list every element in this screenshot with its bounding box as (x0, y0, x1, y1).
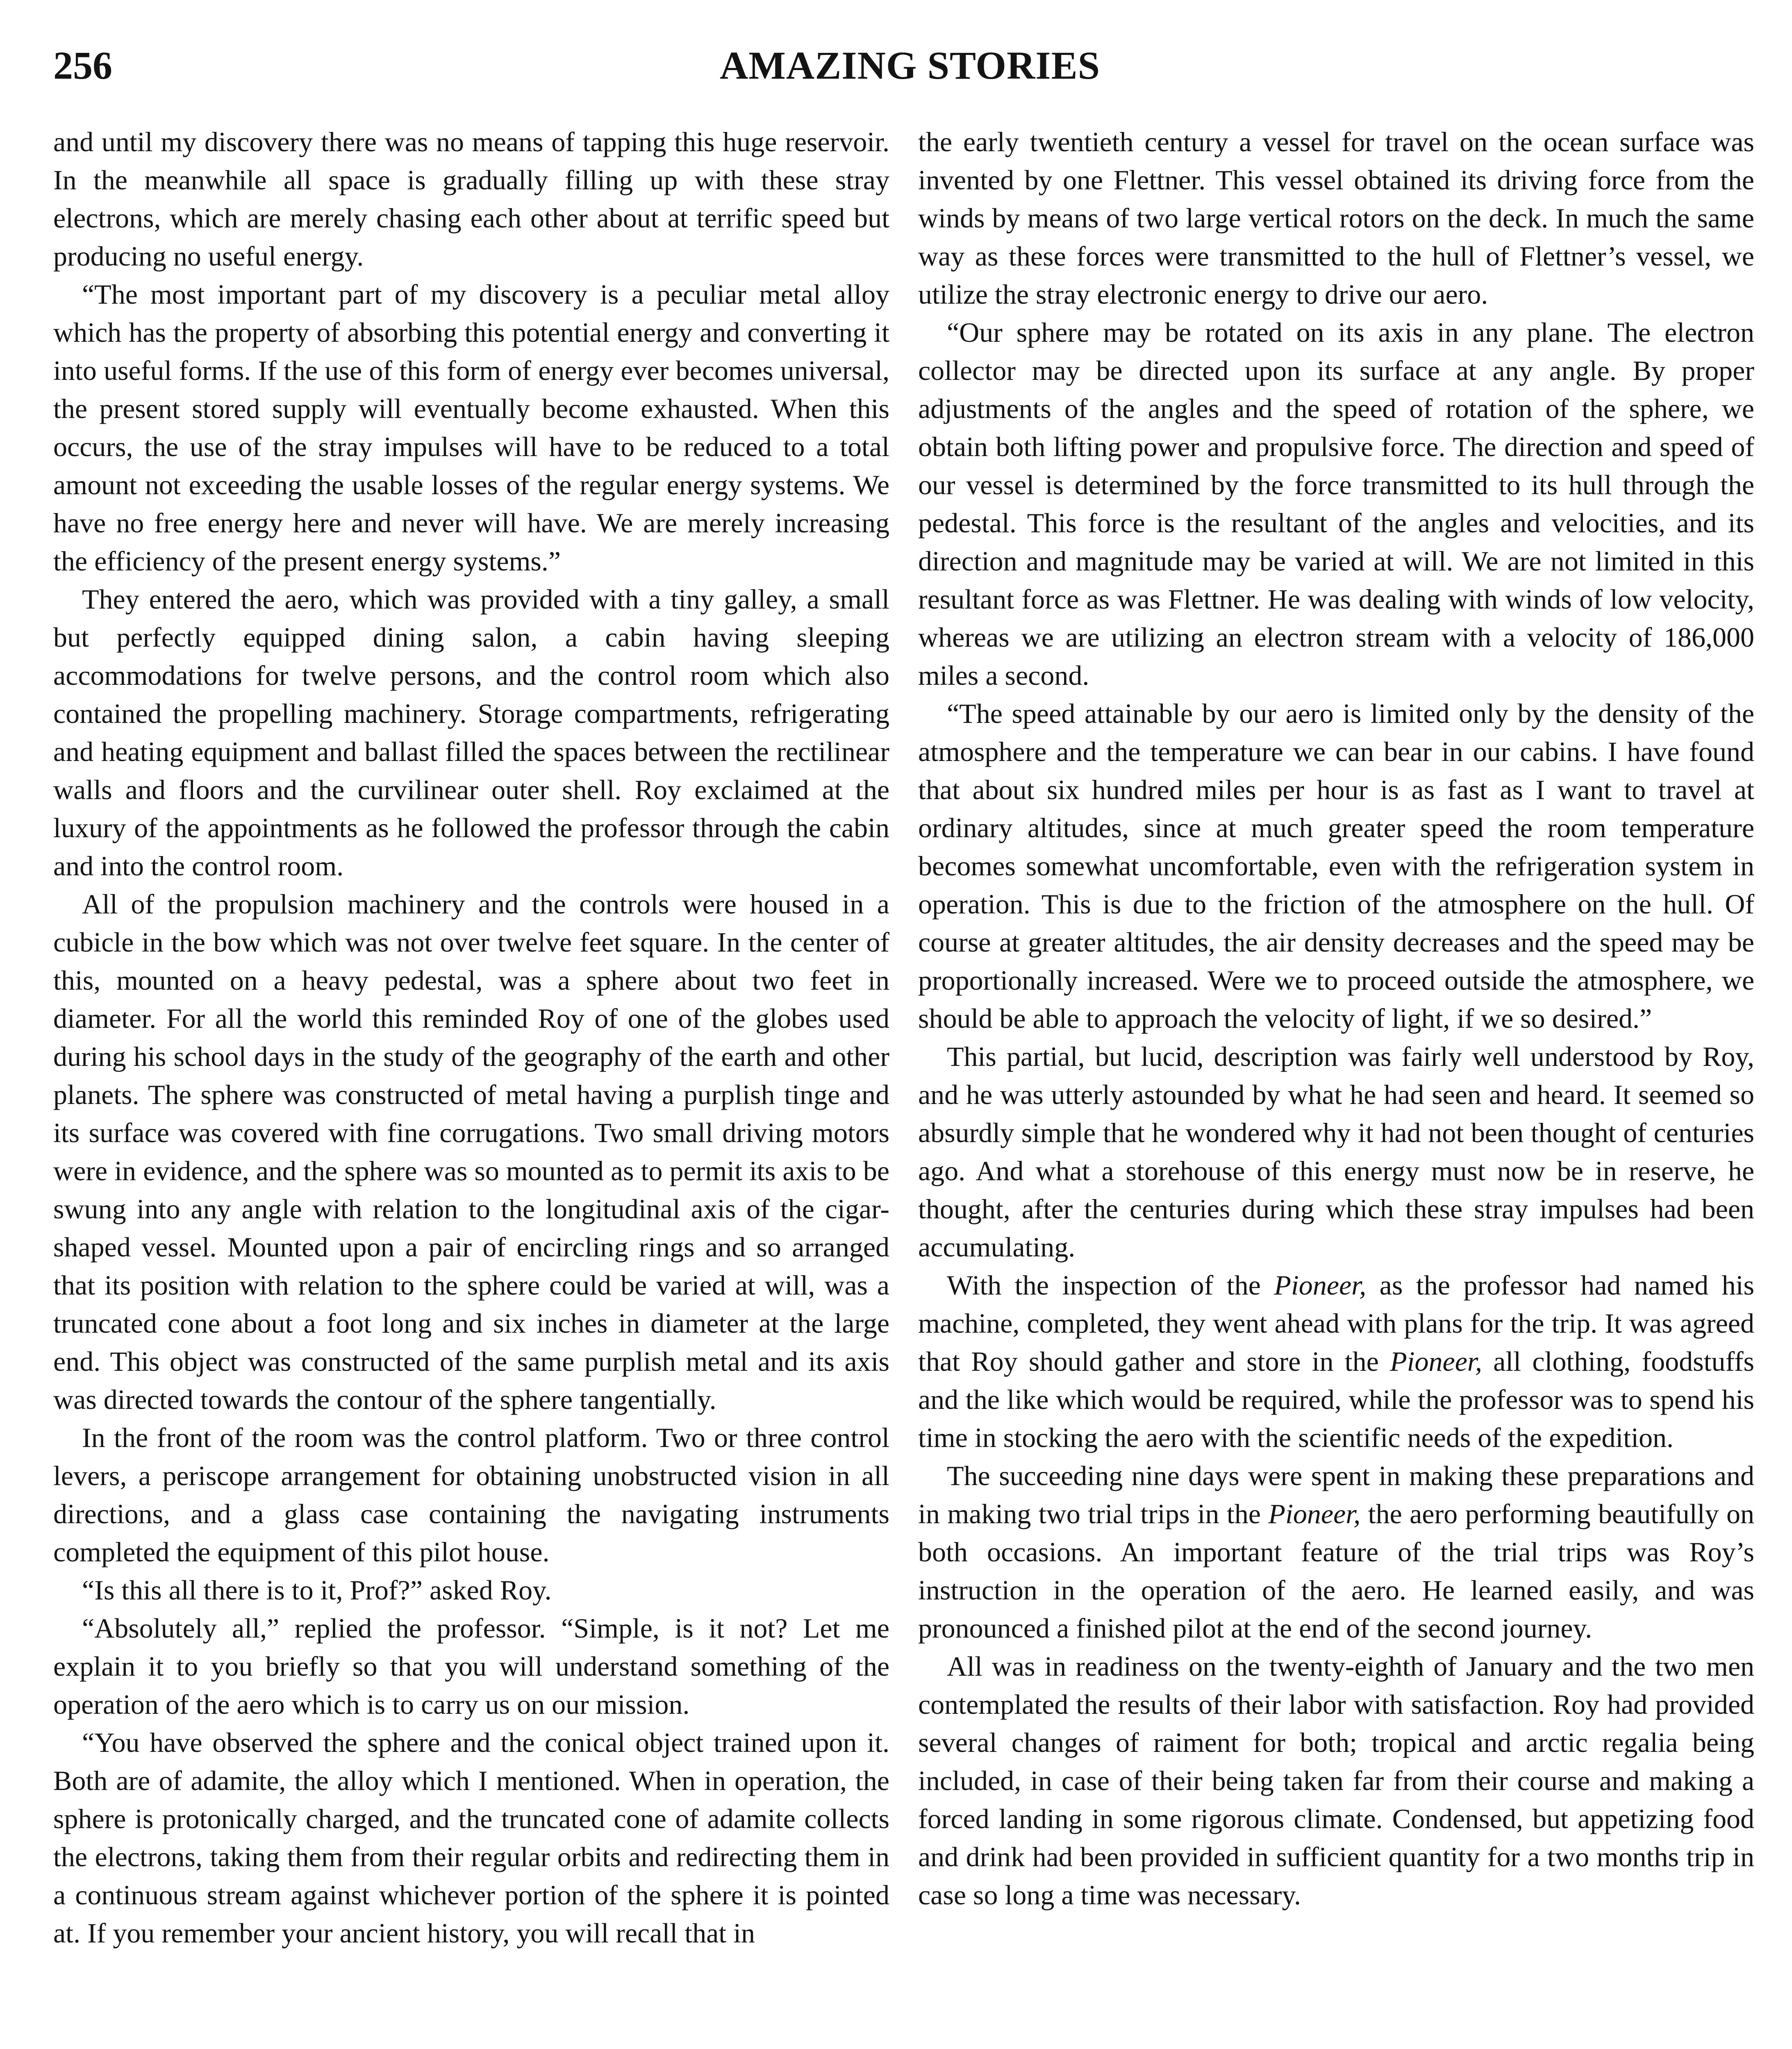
text-run: the aero performing beautifully on both occasions. An important feature of the trial trips was Roy’s instruction in the operation of the aero. He learned easily, and was pronounced a finished pilot at the end of the second journey. (918, 1498, 1754, 1644)
paragraph: the early twentieth century a vessel for travel on the ocean surface was invented by one Flettner. This vessel obtained its driving force from the winds by means of two large vertical rotors on the deck. In much the same way as these forces were transmitted to the hull of Flettner’s vessel, we utilize the stray electronic energy to drive our aero. (918, 126, 1754, 310)
paragraph: “The most important part of my discovery is a peculiar metal alloy which has the property of absorbing this potential energy and converting it into useful forms. If the use of this form of energy ever becomes universal, the present stored supply will eventually become exhausted. When this occurs, the use of the stray impulses will have to be reduced to a total amount not exceeding the usable losses of the regular energy systems. We have no free energy here and never will have. We are merely increasing the efficiency of the present energy systems.” (53, 279, 889, 577)
ship-name: Pioneer, (1268, 1498, 1361, 1529)
paragraph: “You have observed the sphere and the conical object trained upon it. Both are of adamite, the alloy which I mentioned. When in operation, the sphere is protonically charged, and the truncated cone of adamite collects the electrons, taking them from their regular orbits and redirecting them in a continuous stream against whichever portion of the sphere it is pointed at. If you remember your ancient history, you will recall that in (53, 1727, 889, 1949)
ship-name: Pioneer, (1390, 1346, 1482, 1377)
paragraph: All of the propulsion machinery and the controls were housed in a cubicle in the bow which was not over twelve feet square. In the center of this, mounted on a heavy pedestal, was a sphere about two feet in diameter. For all the world this reminded Roy of one of the globes used during his school days in the study of the geography of the earth and other planets. The sphere was constructed of metal having a purplish tinge and its surface was covered with fine corrugations. Two small driving motors were in evidence, and the sphere was so mounted as to permit its axis to be swung into any angle with relation to the longitudinal axis of the cigar-shaped vessel. Mounted upon a pair of encircling rings and so arranged that its position with relation to the sphere could be varied at will, was a truncated cone about a foot long and six inches in diameter at the large end. This object was constructed of the same purplish metal and its axis was directed towards the contour of the sphere tangentially. (53, 888, 889, 1415)
paragraph: and until my discovery there was no means of tapping this huge reservoir. In the meanwhile all space is gradually filling up with these stray electrons, which are merely chasing each other about at terrific speed but producing no useful energy. (53, 126, 889, 272)
paragraph (918, 1457, 1754, 1647)
running-head: AMAZING STORIES (719, 43, 1101, 87)
paragraph: “Is this all there is to it, Prof?” asked Roy. (82, 1574, 552, 1606)
paragraph: “Absolutely all,” replied the professor. “Simple, is it not? Let me explain it to you briefly so that you will understand something of the operation of the aero which is to carry us on our mission. (53, 1613, 889, 1720)
text-run: all clothing, foodstuffs and the like which would be required, while the professor was to spend his time in stocking the aero with the scientific needs of the expedition. (918, 1346, 1754, 1453)
right-column (918, 123, 1754, 1914)
paragraph: All was in readiness on the twenty-eighth of January and the two men contemplated the results of their labor with satisfaction. Roy had provided several changes of raiment for both; tropical and arctic regalia being included, in case of their being taken far from their course and making a forced landing in some rigorous climate. Condensed, but appetizing food and drink had been provided in sufficient quantity for a two months trip in case so long a time was necessary. (918, 1651, 1754, 1910)
ship-name: Pioneer, (1274, 1270, 1367, 1301)
text-run: With the inspection of the (947, 1270, 1274, 1301)
page-header (53, 39, 1767, 100)
paragraph: In the front of the room was the control platform. Two or three control levers, a periscope arrangement for obtaining unobstructed vision in all directions, and a glass case containing the navigating instruments completed the equipment of this pilot house. (53, 1422, 889, 1567)
text-run: as the professor had named his machine, completed, they went ahead with plans for the trip. It was agreed that Roy should gather and store in the (918, 1270, 1754, 1377)
left-column (53, 123, 889, 1952)
paragraph: “The speed attainable by our aero is limited only by the density of the atmosphere and the temperature we can bear in our cabins. I have found that about six hundred miles per hour is as fast as I want to travel at ordinary altitudes, since at much greater speed the room temperature becomes somewhat uncomfortable, even with the refrigeration system in operation. This is due to the friction of the atmosphere on the hull. Of course at greater altitudes, the air density decreases and the speed may be proportionally increased. Were we to proceed outside the atmosphere, we should be able to approach the velocity of light, if we so desired.” (918, 698, 1754, 1034)
paragraph: This partial, but lucid, description was fairly well understood by Roy, and he was utterly astounded by what he had seen and heard. It seemed so absurdly simple that he wondered why it had not been thought of centuries ago. And what a storehouse of this energy must now be in reserve, he thought, after the centuries during which these stray impulses had been accumulating. (918, 1041, 1754, 1263)
page-number: 256 (53, 43, 112, 87)
paragraph (918, 1266, 1754, 1457)
paragraph: They entered the aero, which was provided with a tiny galley, a small but perfectly equipped dining salon, a cabin having sleeping accommodations for twelve persons, and the control room which also contained the propelling machinery. Storage compartments, refrigerating and heating equipment and ballast filled the spaces between the rectilinear walls and floors and the curvilinear outer shell. Roy exclaimed at the luxury of the appointments as he followed the professor through the cabin and into the control room. (53, 584, 889, 881)
paragraph: “Our sphere may be rotated on its axis in any plane. The electron collector may be directed upon its surface at any angle. By proper adjustments of the angles and the speed of rotation of the sphere, we obtain both lifting power and propulsive force. The direction and speed of our vessel is determined by the force transmitted to its hull through the pedestal. This force is the resultant of the angles and velocities, and its direction and magnitude may be varied at will. We are not limited in this resultant force as was Flettner. He was dealing with winds of low velocity, whereas we are utilizing an electron stream with a velocity of 186,000 miles a second. (918, 317, 1754, 691)
text-run: The succeeding nine days were spent in making these preparations and in making two trial trips in the (918, 1460, 1754, 1529)
